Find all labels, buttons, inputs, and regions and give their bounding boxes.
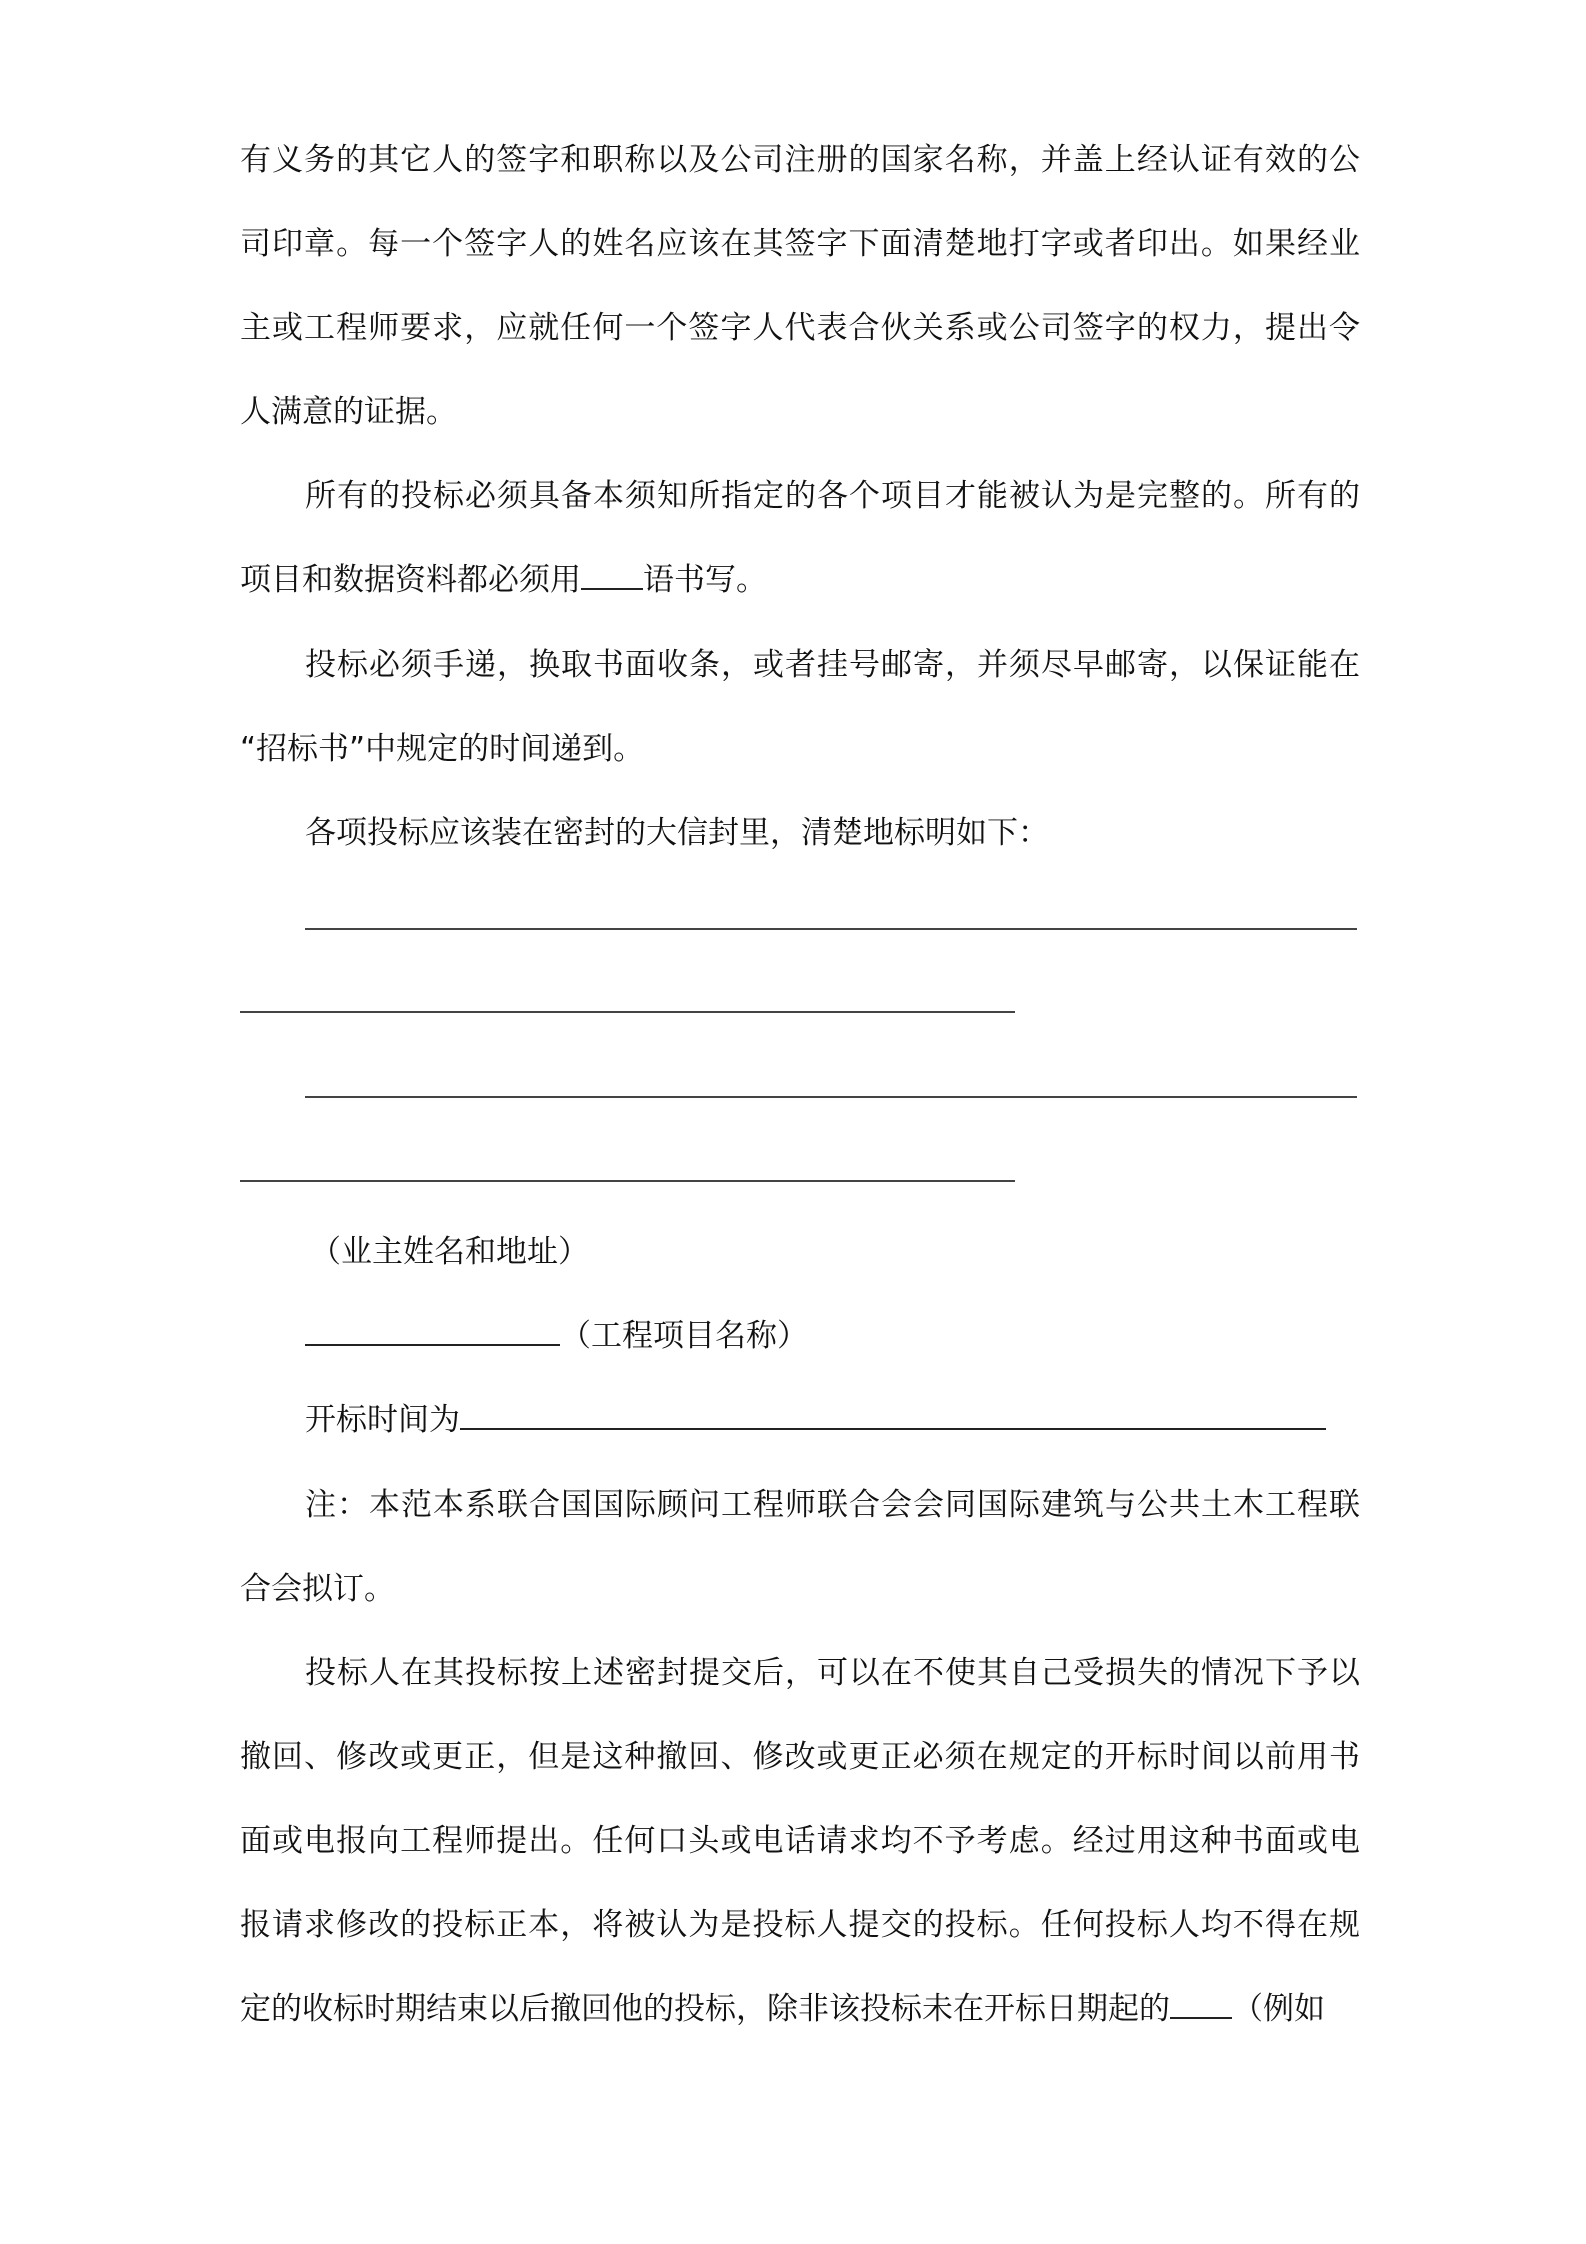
note-line-2: 合会拟订。 [240, 1571, 395, 1607]
paragraph-5-line-5 [240, 1987, 1360, 2031]
paragraph-2-line-2 [240, 558, 1360, 602]
envelope-blank-line-1a [305, 928, 1357, 930]
envelope-blank-line-1b [240, 1011, 1015, 1013]
paragraph-5-line-2: 撤回、修改或更正，但是这种撤回、修改或更正必须在规定的开标时间以前用书 [240, 1739, 1360, 1775]
paragraph-2-text-after-blank: 语书写。 [643, 562, 767, 598]
opening-time-label: 开标时间为 [305, 1402, 460, 1438]
project-name-line [305, 1314, 1360, 1358]
paragraph-3-line-1: 投标必须手递，换取书面收条，或者挂号邮寄，并须尽早邮寄，以保证能在 [305, 647, 1360, 683]
paragraph-2-line-1: 所有的投标必须具备本须知所指定的各个项目才能被认为是完整的。所有的 [305, 478, 1360, 514]
paragraph-1-line-4: 人满意的证据。 [240, 394, 457, 430]
owner-name-address-label: （业主姓名和地址） [310, 1234, 589, 1270]
paragraph-3-line-2: “招标书”中规定的时间递到。 [240, 731, 645, 767]
paragraph-5-line-3: 面或电报向工程师提出。任何口头或电话请求均不予考虑。经过用这种书面或电 [240, 1823, 1360, 1859]
envelope-blank-line-2a [305, 1096, 1357, 1098]
project-name-blank [305, 1316, 560, 1346]
paragraph-5-text-before-blank: 定的收标时期结束以后撤回他的投标，除非该投标未在开标日期起的 [240, 1991, 1170, 2027]
days-blank [1170, 1989, 1232, 2019]
language-blank [581, 560, 643, 590]
envelope-blank-line-2b [240, 1180, 1015, 1182]
paragraph-5-line-4: 报请求修改的投标正本，将被认为是投标人提交的投标。任何投标人均不得在规 [240, 1907, 1360, 1943]
paragraph-5-line-1: 投标人在其投标按上述密封提交后，可以在不使其自己受损失的情况下予以 [305, 1655, 1360, 1691]
opening-time-blank [460, 1400, 1326, 1430]
note-line-1: 注：本范本系联合国国际顾问工程师联合会会同国际建筑与公共土木工程联 [305, 1487, 1360, 1523]
paragraph-1-line-1: 有义务的其它人的签字和职称以及公司注册的国家名称，并盖上经认证有效的公 [240, 142, 1360, 178]
paragraph-5-text-after-blank: （例如 [1232, 1991, 1325, 2027]
paragraph-1-line-2: 司印章。每一个签字人的姓名应该在其签字下面清楚地打字或者印出。如果经业 [240, 226, 1360, 262]
paragraph-2-text-before-blank: 项目和数据资料都必须用 [240, 562, 581, 598]
paragraph-1-line-3: 主或工程师要求，应就任何一个签字人代表合伙关系或公司签字的权力，提出令 [240, 310, 1360, 346]
opening-time-line [305, 1398, 1360, 1442]
paragraph-4-line-1: 各项投标应该装在密封的大信封里，清楚地标明如下： [305, 815, 1049, 851]
project-name-label: （工程项目名称） [560, 1318, 808, 1354]
